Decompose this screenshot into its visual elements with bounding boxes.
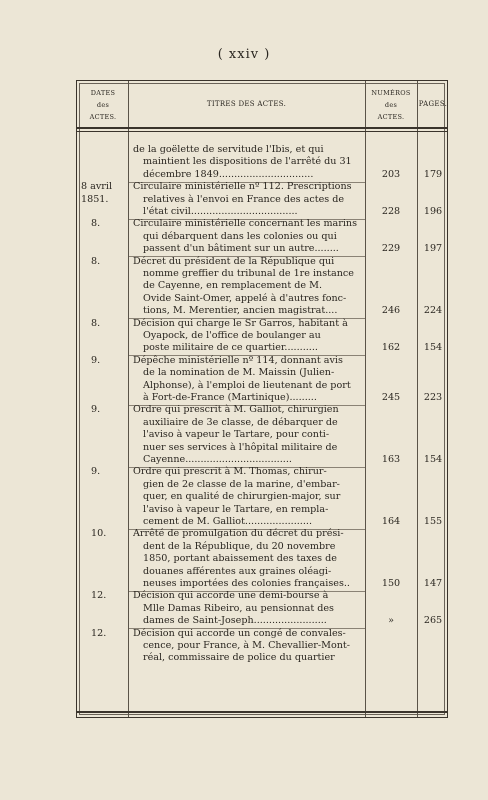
entry-date-line: 9. xyxy=(91,404,101,416)
entry-title xyxy=(133,144,362,181)
entry-title-line: Circulaire ministérielle concernant les marins xyxy=(133,218,358,230)
entry-page: 265 xyxy=(423,615,443,627)
entry-title-line: neuses importées des colonies françaises.. xyxy=(143,578,350,590)
entry-title-line: Décision qui accorde une demi-bourse à xyxy=(133,590,329,602)
entry-title-line: Ordre qui prescrit à M. Galliot, chirurgien xyxy=(133,404,339,416)
entry-title-line: passent d'un bâtiment sur un autre........ xyxy=(143,243,339,255)
entry-title-line: dames de Saint-Joseph........................ xyxy=(143,615,327,627)
entry-title xyxy=(133,218,362,255)
entry-title-line: Circulaire ministérielle nº 112. Prescriptions xyxy=(133,181,352,193)
entry-title-line: cement de M. Galliot...................... xyxy=(143,516,313,528)
entry-date xyxy=(91,528,137,540)
entry-title-line: qui débarquent dans les colonies ou qui xyxy=(143,230,337,242)
entry-numero: 162 xyxy=(381,342,401,354)
page-number: ( xxiv ) xyxy=(217,47,271,62)
column-divider xyxy=(128,81,129,717)
entry-date-line: 8. xyxy=(91,255,101,267)
header-titres: TITRES DES ACTES. xyxy=(206,100,287,108)
entry-date-line: 8. xyxy=(91,317,101,329)
entry-date-line: 9. xyxy=(91,354,101,366)
entry-title-line: cence, pour France, à M. Chevallier-Mont- xyxy=(143,640,351,651)
entry-date xyxy=(81,181,127,206)
entry-title-line: de la goëlette de servitude l'Ibis, et qui xyxy=(133,144,324,155)
entry-title xyxy=(133,318,362,355)
entry-title xyxy=(133,628,362,665)
entry-page: 179 xyxy=(423,168,443,180)
entry-title-line: Ovide Saint-Omer, appelé à d'autres fonc- xyxy=(143,292,347,304)
entry-title-line: douanes afférentes aux graines oléagi- xyxy=(143,565,332,577)
entry-title xyxy=(133,466,362,528)
entry-title-line: réal, commissaire de police du quartier xyxy=(143,652,335,664)
entry-title-line: poste militaire de ce quartier........... xyxy=(143,342,318,354)
entry-date xyxy=(91,590,137,602)
entry-page: 155 xyxy=(423,515,443,527)
entry-date xyxy=(91,256,137,268)
entry-title-line: Décision qui charge le Sr Garros, habitant à xyxy=(133,317,348,329)
entry-date-line: 9. xyxy=(91,466,101,478)
entry-numero: » xyxy=(388,615,394,627)
entry-date-year: 1851. xyxy=(81,193,109,205)
entry-title-line: maintient les dispositions de l'arrêté du 31 xyxy=(143,156,352,168)
entry-page: 154 xyxy=(423,342,443,354)
entry-numero: 163 xyxy=(381,453,401,465)
entry-title-line: l'aviso à vapeur le Tartare, pour conti- xyxy=(143,429,330,441)
acts-table xyxy=(76,80,448,718)
entry-numero: 150 xyxy=(381,577,401,589)
entry-title-line: Arrêté de promulgation du décret du prési- xyxy=(133,528,344,540)
entry-numero: 228 xyxy=(381,205,401,217)
entry-date xyxy=(91,218,137,230)
entry-title xyxy=(133,181,362,218)
entry-title-line: de la nomination de M. Maissin (Julien- xyxy=(143,367,335,379)
entry-numero: 245 xyxy=(381,391,401,403)
entry-date-line: 10. xyxy=(91,528,107,540)
entry-numero: 246 xyxy=(381,305,401,317)
entry-title xyxy=(133,590,362,627)
header-dates: DATES des ACTES. xyxy=(89,89,117,121)
entry-title xyxy=(133,256,362,318)
header-pages: PAGES. xyxy=(418,100,448,108)
entry-numero: 203 xyxy=(381,168,401,180)
entry-date xyxy=(91,355,137,367)
entry-title-line: à Fort-de-France (Martinique)......... xyxy=(143,392,317,404)
entry-date-line: 12. xyxy=(91,590,107,602)
entry-title-line: Ordre qui prescrit à M. Thomas, chirur- xyxy=(133,466,327,478)
entry-page: 154 xyxy=(423,453,443,465)
entry-title-line: Dépêche ministérielle nº 114, donnant avis xyxy=(133,354,343,366)
entry-title-line: l'aviso à vapeur le Tartare, en rempla- xyxy=(143,503,329,515)
entry-title-line: dent de la République, du 20 novembre xyxy=(143,540,336,552)
header-rule xyxy=(77,127,447,129)
entry-page: 196 xyxy=(423,205,443,217)
entry-title-line: gien de 2e classe de la marine, d'embar- xyxy=(143,478,340,490)
entry-page: 224 xyxy=(423,305,443,317)
header-numeros: NUMÉROS des ACTES. xyxy=(371,89,411,121)
entry-title-line: auxiliaire de 3e classe, de débarquer de xyxy=(143,416,338,428)
entry-title-line: quer, en qualité de chirurgien-major, sur xyxy=(143,491,341,503)
entry-date xyxy=(91,466,137,478)
entry-title-line: Alphonse), à l'emploi de lieutenant de port xyxy=(143,379,351,391)
entry-page: 223 xyxy=(423,391,443,403)
entry-date-line: 8 avril xyxy=(81,181,113,193)
entry-date-line: 12. xyxy=(91,627,107,639)
entry-title-line: Décision qui accorde un congé de convales- xyxy=(133,627,346,639)
entry-date xyxy=(91,318,137,330)
entry-page: 197 xyxy=(423,243,443,255)
entry-page: 147 xyxy=(423,577,443,589)
entry-title-line: décembre 1849............................... xyxy=(143,168,314,180)
entry-title-line: nomme greffier du tribunal de 1re instance xyxy=(143,268,354,279)
entry-title-line: nuer ses services à l'hôpital militaire de xyxy=(143,441,338,453)
entry-title-line: de Cayenne, en remplacement de M. xyxy=(143,280,323,292)
entry-date xyxy=(91,404,137,416)
entry-date xyxy=(91,628,137,640)
entry-numero: 164 xyxy=(381,515,401,527)
entry-numero: 229 xyxy=(381,243,401,255)
footer-rule xyxy=(77,711,447,713)
entry-title-line: 1850, portant abaissement des taxes de xyxy=(143,553,337,565)
header-rule xyxy=(77,131,447,132)
entry-title xyxy=(133,355,362,405)
entry-title-line: Oyapock, de l'office de boulanger au xyxy=(143,330,321,341)
entry-title-line: relatives à l'envoi en France des actes de xyxy=(143,193,345,205)
entry-title-line: Mlle Damas Ribeiro, au pensionnat des xyxy=(143,602,334,614)
entry-title-line: tions, M. Merentier, ancien magistrat.... xyxy=(143,305,338,317)
entry-date-line: 8. xyxy=(91,218,101,230)
entry-title-line: Cayenne................................... xyxy=(143,454,292,466)
entry-title xyxy=(133,528,362,590)
entry-title xyxy=(133,404,362,466)
entry-title-line: l'état civil................................... xyxy=(143,206,298,217)
entry-title-line: Décret du président de la République qui xyxy=(133,255,335,267)
